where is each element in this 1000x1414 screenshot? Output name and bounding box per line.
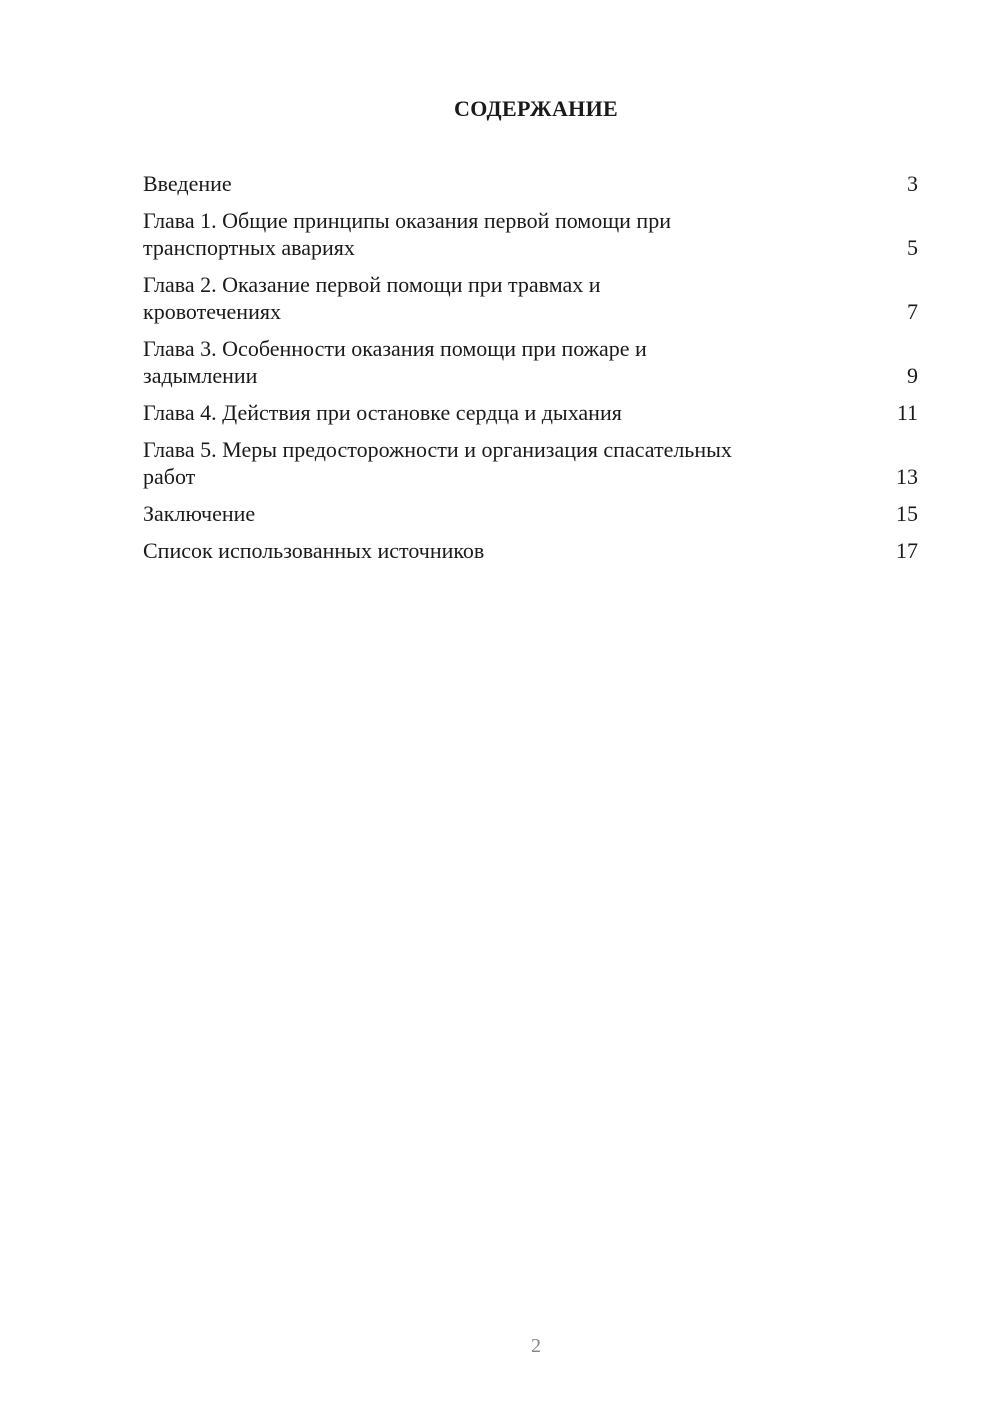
toc-item-text: Глава 1. Общие принципы оказания первой помощи при транспортных авариях [143,208,671,260]
toc-item-text: Список использованных источников [143,538,485,563]
toc-item-text: Введение [143,171,232,196]
page-title: СОДЕРЖАНИЕ [454,96,618,121]
toc-item-chapter-2 [143,271,918,325]
toc-item-chapter-3 [143,335,918,389]
toc-item-page: 7 [907,299,918,324]
page-number: 2 [531,1335,541,1357]
table-of-contents [143,170,918,574]
toc-item-page: 11 [896,400,918,425]
toc-item-page: 15 [896,501,918,526]
toc-item-text: Глава 3. Особенности оказания помощи при пожаре и задымлении [143,336,647,388]
toc-item-chapter-4 [143,399,918,426]
toc-item-text: Заключение [143,501,256,526]
toc-item-chapter-5 [143,436,918,490]
toc-item-conclusion [143,500,918,527]
toc-item-references [143,537,918,564]
toc-item-page: 9 [907,363,918,388]
toc-item-text: Глава 4. Действия при остановке сердца и дыхания [143,400,622,425]
toc-item-chapter-1 [143,207,918,261]
toc-item-page: 13 [896,464,918,489]
toc-item-text: Глава 2. Оказание первой помощи при травмах и кровотечениях [143,272,601,324]
toc-item-introduction [143,170,918,197]
toc-item-text: Глава 5. Меры предосторожности и организация спасательных работ [143,437,732,489]
toc-item-page: 3 [907,171,918,196]
toc-item-page: 17 [896,538,918,563]
toc-item-page: 5 [907,235,918,260]
